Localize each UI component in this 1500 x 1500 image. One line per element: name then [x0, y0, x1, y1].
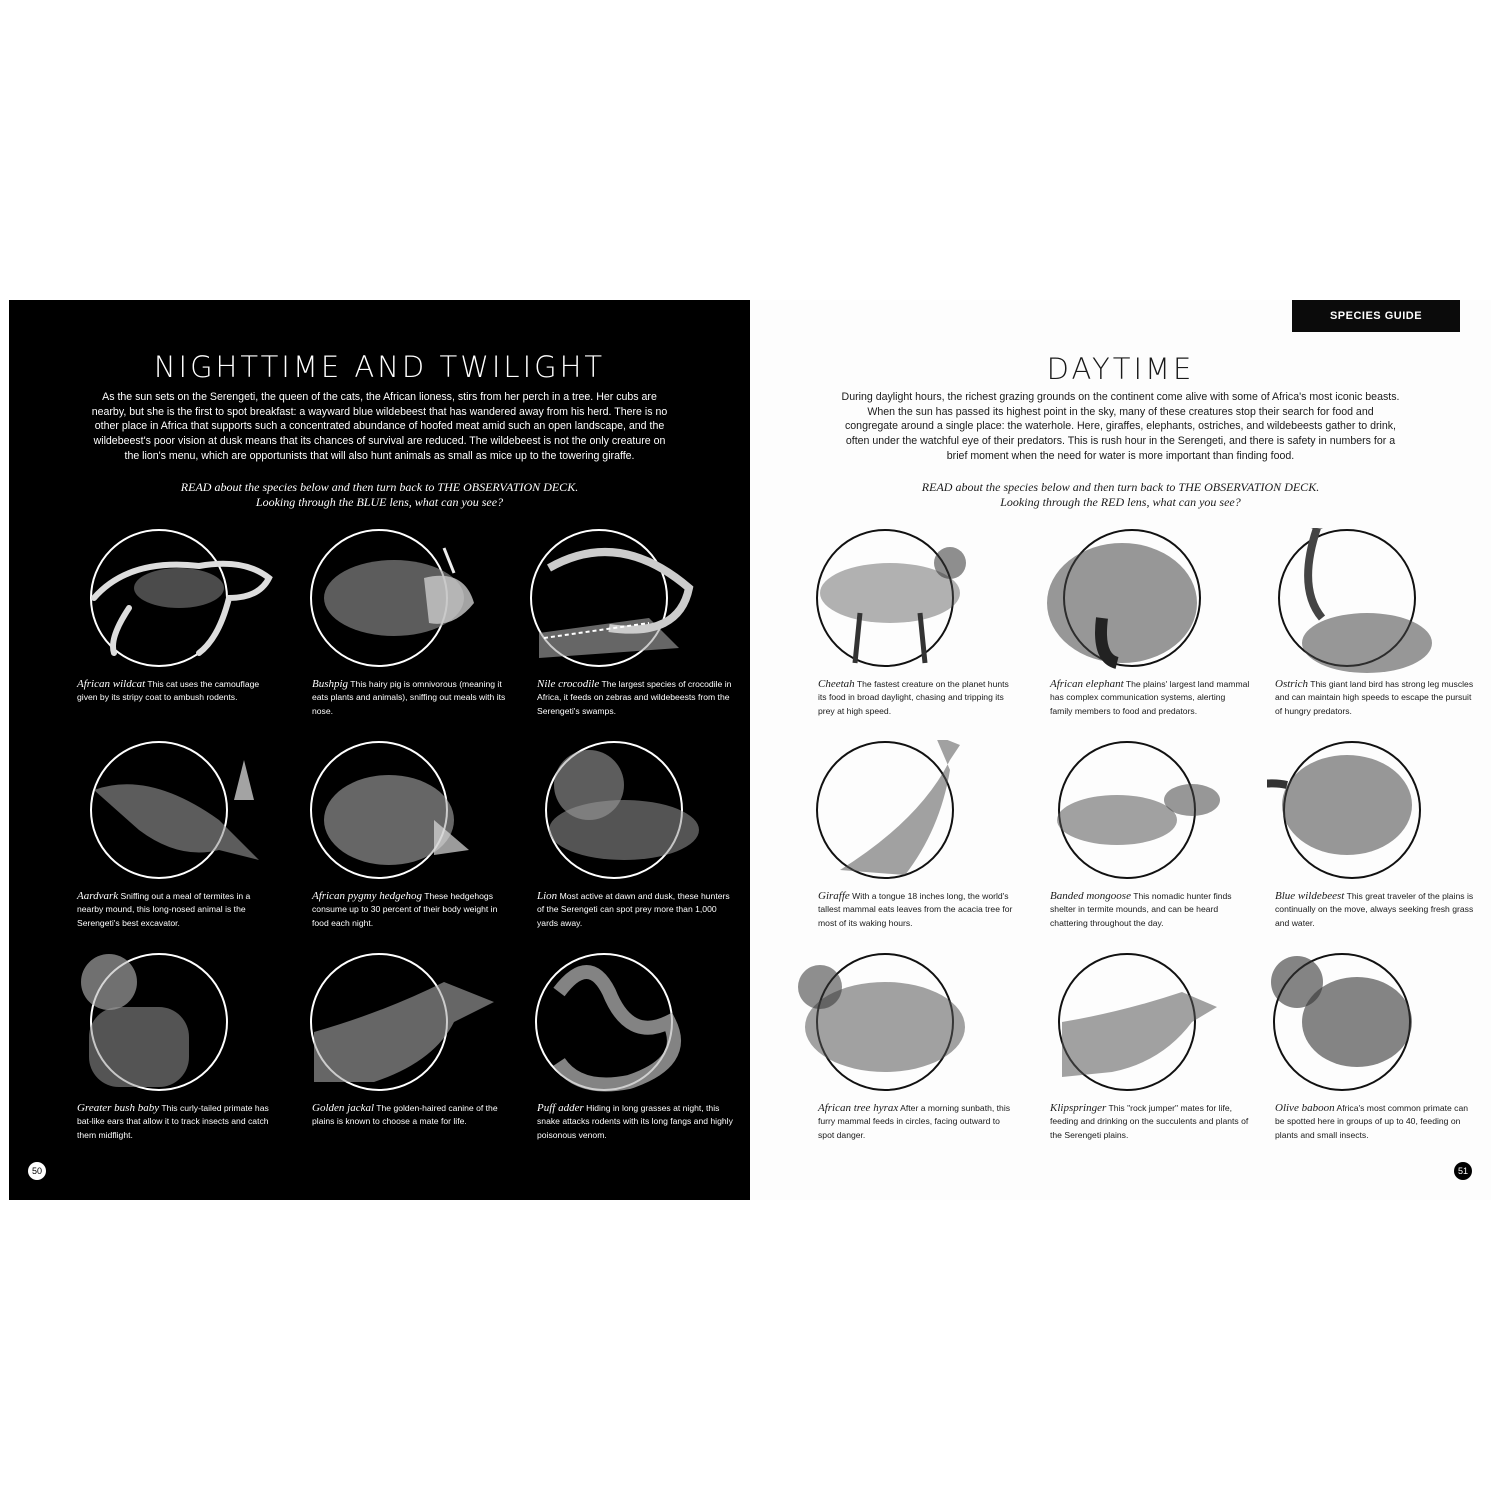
species-description: These hedgehogs consume up to 30 percent of their body weight in food each night. [312, 891, 498, 928]
page-title: DAYTIME [1046, 352, 1195, 386]
species-name: African elephant [1050, 678, 1124, 690]
daytime-page [750, 300, 1491, 1200]
species-description: The fastest creature on the planet hunts its food in broad daylight, chasing and tripping its prey at high speed. [818, 679, 1009, 716]
observation-prompt [69, 480, 690, 510]
species-description: This giant land bird has strong leg muscles and can maintain high speeds to escape the pursuit of hungry predators. [1275, 679, 1474, 716]
mongoose-illustration [1042, 740, 1257, 885]
page-number: 51 [1454, 1162, 1472, 1180]
species-name: Banded mongoose [1050, 890, 1131, 902]
species-guide-tag: SPECIES GUIDE [1292, 300, 1460, 332]
species-description: After a morning sunbath, this furry mammal feeds in circles, facing outward to spot danger. [818, 1103, 1011, 1140]
page-title: NIGHTTIME AND TWILIGHT [153, 350, 606, 384]
species-caption [1050, 1102, 1250, 1142]
species-description: The largest species of crocodile in Africa, it feeds on zebras and wildebeests from the Serengeti's swamps. [537, 679, 732, 716]
species-caption [1050, 890, 1250, 930]
jackal-illustration [304, 952, 519, 1097]
intro-paragraph: During daylight hours, the richest grazing grounds on the continent come alive with some of Africa's most iconic beasts. When the sun has passed its highest point in the sky, many of these creatures stop their search for food and congregate around a single place: the waterhole. Here, giraffes, elephants, ostriches, and wildebeests gather to drink, often under the watchful eye of their predators. This is rush hour in the Serengeti, and there is safety in numbers for a brief moment when the need for water is more important than finding food. [841, 391, 1400, 462]
species-name: Giraffe [818, 890, 850, 902]
species-name: Olive baboon [1275, 1102, 1335, 1114]
species-caption [1275, 1102, 1475, 1142]
species-description: This great traveler of the plains is continually on the move, always seeking fresh grass and water. [1275, 891, 1474, 928]
species-name: Ostrich [1275, 678, 1308, 690]
ostrich-illustration [1267, 528, 1482, 673]
species-name: Bushpig [312, 678, 349, 690]
baboon-illustration [1267, 952, 1482, 1097]
prompt-line-2: Looking through the BLUE lens, what can you see? [255, 495, 504, 509]
species-name: Aardvark [77, 890, 119, 902]
species-name: Golden jackal [312, 1102, 375, 1114]
species-caption [818, 1102, 1018, 1142]
species-name: Klipspringer [1050, 1102, 1107, 1114]
species-description: With a tongue 18 inches long, the world's tallest mammal eats leaves from the acacia tree for most of its waking hours. [818, 891, 1013, 928]
crocodile-illustration [529, 528, 744, 673]
species-description: The golden-haired canine of the plains is known to choose a mate for life. [312, 1103, 498, 1127]
species-description: Sniffing out a meal of termites in a nearby mound, this long-nosed animal is the Serengeti's best excavator. [77, 891, 251, 928]
species-description: This nomadic hunter finds shelter in termite mounds, and can be heard chattering throughout the day. [1050, 891, 1232, 928]
bushbaby-illustration [69, 952, 284, 1097]
hedgehog-illustration [304, 740, 519, 885]
prompt-line-1: READ about the species below and then turn back to THE OBSERVATION DECK. [180, 480, 579, 494]
prompt-line-1: READ about the species below and then turn back to THE OBSERVATION DECK. [921, 480, 1320, 494]
nighttime-page [9, 300, 750, 1200]
species-description: This cat uses the camouflage given by its stripy coat to ambush rodents. [77, 679, 260, 703]
species-name: Lion [537, 890, 558, 902]
species-name: Blue wildebeest [1275, 890, 1345, 902]
species-name: Greater bush baby [77, 1102, 160, 1114]
giraffe-illustration [810, 740, 1025, 885]
lion-illustration [529, 740, 744, 885]
hyrax-illustration [785, 952, 1000, 1097]
species-caption [77, 1102, 277, 1142]
klipspringer-illustration [1042, 952, 1257, 1097]
species-caption [537, 890, 737, 930]
species-name: Puff adder [537, 1102, 584, 1114]
species-description: This "rock jumper" mates for life, feeding and drinking on the succulents and plants of the Serengeti plains. [1050, 1103, 1249, 1140]
species-caption [537, 1102, 737, 1142]
species-description: Hiding in long grasses at night, this snake attacks rodents with its long fangs and highly poisonous venom. [537, 1103, 733, 1140]
observation-prompt [810, 480, 1431, 510]
species-name: African wildcat [77, 678, 146, 690]
species-name: African tree hyrax [818, 1102, 899, 1114]
species-name: Cheetah [818, 678, 855, 690]
species-caption [1275, 890, 1475, 930]
species-description: Most active at dawn and dusk, these hunters of the Serengeti can spot prey more than 1,000 yards away. [537, 891, 730, 928]
intro-paragraph: As the sun sets on the Serengeti, the queen of the cats, the African lioness, stirs from her perch in a tree. Her cubs are nearby, but she is the first to spot breakfast: a wayward blue wildebeest that has wandered away from his herd. There is no other place in Africa that supports such a concentrated abundance of hoofed meat amid such an open landscape, and the wildebeest's poor vision at dusk means that its chances of survival are reduced. The wildebeest is not the only creature on the lion's menu, which are opportunists that will also hunt animals as small as mice up to the towering giraffe. [91, 391, 668, 462]
species-caption [77, 890, 277, 930]
species-caption [312, 890, 512, 930]
aardvark-illustration [69, 740, 284, 885]
bushpig-illustration [304, 528, 519, 673]
species-caption [818, 678, 1018, 718]
species-caption [77, 678, 277, 705]
species-name: Nile crocodile [537, 678, 600, 690]
snake-illustration [529, 952, 744, 1097]
species-caption [537, 678, 737, 718]
species-caption [1275, 678, 1475, 718]
cheetah-illustration [810, 528, 1025, 673]
species-description: Africa's most common primate can be spotted here in groups of up to 40, feeding on plants and small insects. [1275, 1103, 1469, 1140]
species-caption [1050, 678, 1250, 718]
species-caption [312, 1102, 512, 1129]
species-description: The plains' largest land mammal has complex communication systems, alerting family members to food and predators. [1050, 679, 1250, 716]
species-description: This curly-tailed primate has bat-like ears that allow it to track insects and catch them midflight. [77, 1103, 269, 1140]
elephant-illustration [1042, 528, 1257, 673]
prompt-line-2: Looking through the RED lens, what can you see? [1000, 495, 1241, 509]
species-name: African pygmy hedgehog [312, 890, 422, 902]
wildcat-illustration [69, 528, 284, 673]
species-caption [818, 890, 1018, 930]
species-description: This hairy pig is omnivorous (meaning it eats plants and animals), sniffing out meals with its nose. [312, 679, 506, 716]
page-number: 50 [28, 1162, 46, 1180]
wildebeest-illustration [1267, 740, 1482, 885]
species-caption [312, 678, 512, 718]
